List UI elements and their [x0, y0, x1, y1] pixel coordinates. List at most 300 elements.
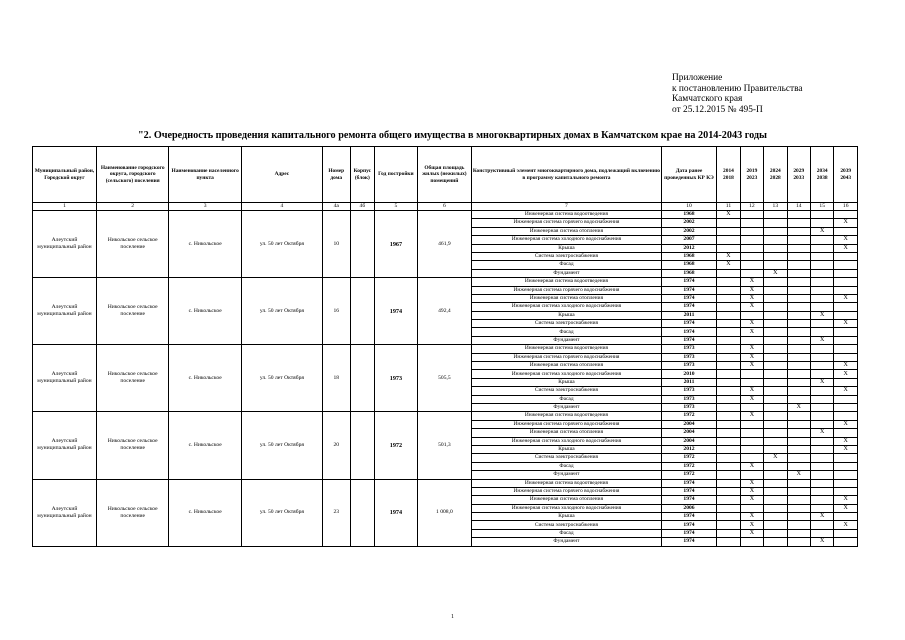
- element-cell: Инженерная система отопления: [472, 294, 662, 302]
- period-mark-cell: [810, 504, 833, 512]
- period-mark-cell: [834, 269, 858, 277]
- period-mark-cell: [717, 303, 740, 311]
- period-mark-cell: [764, 496, 787, 504]
- period-mark-cell: [764, 219, 787, 227]
- period-mark-cell: [810, 454, 833, 462]
- prior-repair-date-cell: 2004: [661, 420, 716, 428]
- element-cell: Крыша: [472, 445, 662, 453]
- element-cell: Фундамент: [472, 269, 662, 277]
- period-mark-cell: [717, 395, 740, 403]
- period-mark-cell: [717, 420, 740, 428]
- col-header: Наименование населенного пункта: [169, 147, 241, 203]
- period-mark-cell: [810, 286, 833, 294]
- period-mark-cell: [740, 261, 763, 269]
- period-mark-cell: [810, 420, 833, 428]
- period-mark-cell: [717, 362, 740, 370]
- prior-repair-date-cell: 1973: [661, 345, 716, 353]
- locality-cell: с. Никольское: [169, 345, 241, 412]
- period-mark-cell: [810, 387, 833, 395]
- prior-repair-date-cell: 1974: [661, 286, 716, 294]
- locality-cell: с. Никольское: [169, 278, 241, 345]
- col-number: 4а: [322, 203, 350, 211]
- period-mark-cell: [740, 420, 763, 428]
- period-mark-cell: [764, 538, 787, 546]
- period-mark-cell: [717, 454, 740, 462]
- period-mark-cell: [764, 362, 787, 370]
- element-cell: Инженерная система холодного водоснабжения: [472, 437, 662, 445]
- period-mark-cell: [810, 395, 833, 403]
- period-mark-cell: [717, 445, 740, 453]
- period-mark-cell: [764, 353, 787, 361]
- prior-repair-date-cell: 1973: [661, 403, 716, 411]
- period-mark-cell: X: [834, 320, 858, 328]
- period-mark-cell: [787, 286, 810, 294]
- district-cell: Алеутский муниципальный район: [33, 479, 97, 546]
- period-mark-cell: [740, 429, 763, 437]
- period-mark-cell: [787, 504, 810, 512]
- area-cell: 505,5: [417, 345, 471, 412]
- address-cell: ул. 50 лет Октября: [241, 479, 322, 546]
- element-cell: Инженерная система отопления: [472, 429, 662, 437]
- period-mark-cell: [834, 311, 858, 319]
- element-cell: Инженерная система горячего водоснабжения: [472, 487, 662, 495]
- period-mark-cell: [740, 471, 763, 479]
- period-mark-cell: [834, 378, 858, 386]
- prior-repair-date-cell: 2004: [661, 437, 716, 445]
- appendix-line: Приложение: [672, 73, 723, 83]
- period-mark-cell: [787, 487, 810, 495]
- period-mark-cell: [740, 403, 763, 411]
- element-cell: Инженерная система водоотведения: [472, 211, 662, 219]
- period-mark-cell: [787, 252, 810, 260]
- district-cell: Алеутский муниципальный район: [33, 278, 97, 345]
- element-cell: Фасад: [472, 328, 662, 336]
- col-header: 2034 2038: [810, 147, 833, 203]
- period-mark-cell: [810, 236, 833, 244]
- element-cell: Фасад: [472, 462, 662, 470]
- house-number-cell: 18: [322, 345, 350, 412]
- period-mark-cell: X: [834, 236, 858, 244]
- period-mark-cell: [787, 462, 810, 470]
- element-cell: Крыша: [472, 378, 662, 386]
- period-mark-cell: [740, 219, 763, 227]
- prior-repair-date-cell: 1974: [661, 538, 716, 546]
- period-mark-cell: [717, 320, 740, 328]
- col-header: Год постройки: [375, 147, 418, 203]
- year-built-cell: 1973: [375, 345, 418, 412]
- prior-repair-date-cell: 1974: [661, 479, 716, 487]
- house-number-cell: 23: [322, 479, 350, 546]
- period-mark-cell: [764, 387, 787, 395]
- house-number-cell: 16: [322, 278, 350, 345]
- period-mark-cell: X: [834, 521, 858, 529]
- period-mark-cell: [740, 437, 763, 445]
- period-mark-cell: [740, 336, 763, 344]
- period-mark-cell: [810, 252, 833, 260]
- period-mark-cell: [834, 471, 858, 479]
- period-mark-cell: [787, 269, 810, 277]
- period-mark-cell: [717, 378, 740, 386]
- period-mark-cell: X: [740, 395, 763, 403]
- period-mark-cell: [764, 513, 787, 521]
- period-mark-cell: [764, 521, 787, 529]
- period-mark-cell: X: [740, 294, 763, 302]
- period-mark-cell: [717, 219, 740, 227]
- element-cell: Инженерная система водоотведения: [472, 479, 662, 487]
- element-cell: Система электроснабжения: [472, 252, 662, 260]
- period-mark-cell: [717, 412, 740, 420]
- period-mark-cell: X: [787, 471, 810, 479]
- prior-repair-date-cell: 2007: [661, 236, 716, 244]
- prior-repair-date-cell: 1974: [661, 521, 716, 529]
- element-cell: Фундамент: [472, 471, 662, 479]
- period-mark-cell: [810, 328, 833, 336]
- period-mark-cell: [787, 353, 810, 361]
- col-number: 14: [787, 203, 810, 211]
- period-mark-cell: [810, 521, 833, 529]
- area-cell: 461,9: [417, 211, 471, 278]
- prior-repair-date-cell: 1974: [661, 278, 716, 286]
- period-mark-cell: X: [740, 487, 763, 495]
- address-cell: ул. 50 лет Октября: [241, 345, 322, 412]
- period-mark-cell: X: [740, 521, 763, 529]
- period-mark-cell: [810, 462, 833, 470]
- period-mark-cell: [787, 244, 810, 252]
- period-mark-cell: [764, 252, 787, 260]
- period-mark-cell: [787, 454, 810, 462]
- period-mark-cell: [717, 328, 740, 336]
- period-mark-cell: [717, 479, 740, 487]
- year-built-cell: 1972: [375, 412, 418, 479]
- col-number: 1: [33, 203, 97, 211]
- col-header: 2019 2023: [740, 147, 763, 203]
- table-row: [33, 211, 858, 219]
- period-mark-cell: [740, 504, 763, 512]
- period-mark-cell: X: [787, 403, 810, 411]
- col-header: 2024 2028: [764, 147, 787, 203]
- year-built-cell: 1967: [375, 211, 418, 278]
- period-mark-cell: [787, 311, 810, 319]
- period-mark-cell: [764, 529, 787, 537]
- prior-repair-date-cell: 1973: [661, 387, 716, 395]
- element-cell: Фасад: [472, 395, 662, 403]
- district-cell: Алеутский муниципальный район: [33, 211, 97, 278]
- period-mark-cell: [717, 336, 740, 344]
- document-title: "2. Очередность проведения капитального ремонта общего имущества в многоквартирных домах в Камчатском крае на 2014-2043 годы: [137, 130, 767, 141]
- table-row: [33, 345, 858, 353]
- period-mark-cell: [764, 311, 787, 319]
- period-mark-cell: [834, 278, 858, 286]
- period-mark-cell: [810, 370, 833, 378]
- period-mark-cell: [717, 462, 740, 470]
- col-number: 16: [834, 203, 858, 211]
- settlement-cell: Никольское сельское поселение: [96, 278, 168, 345]
- prior-repair-date-cell: 2011: [661, 311, 716, 319]
- period-mark-cell: [834, 345, 858, 353]
- element-cell: Система электроснабжения: [472, 521, 662, 529]
- settlement-cell: Никольское сельское поселение: [96, 412, 168, 479]
- period-mark-cell: [834, 479, 858, 487]
- col-header: Общая площадь жилых (нежилых) помещений: [417, 147, 471, 203]
- period-mark-cell: [764, 471, 787, 479]
- period-mark-cell: [834, 286, 858, 294]
- appendix-line: к постановлению Правительства: [672, 83, 803, 94]
- period-mark-cell: [740, 445, 763, 453]
- col-header: Наименование городского округа, городского (сельского) поселения: [96, 147, 168, 203]
- period-mark-cell: [810, 211, 833, 219]
- prior-repair-date-cell: 2010: [661, 370, 716, 378]
- period-mark-cell: [787, 378, 810, 386]
- period-mark-cell: [810, 294, 833, 302]
- col-number: 4: [241, 203, 322, 211]
- element-cell: Система электроснабжения: [472, 387, 662, 395]
- period-mark-cell: [717, 236, 740, 244]
- period-mark-cell: [834, 303, 858, 311]
- period-mark-cell: [717, 387, 740, 395]
- period-mark-cell: [810, 278, 833, 286]
- appendix-block: [672, 73, 902, 115]
- period-mark-cell: X: [834, 445, 858, 453]
- period-mark-cell: X: [834, 420, 858, 428]
- prior-repair-date-cell: 2002: [661, 227, 716, 235]
- period-mark-cell: X: [740, 320, 763, 328]
- prior-repair-date-cell: 1974: [661, 487, 716, 495]
- period-mark-cell: [834, 412, 858, 420]
- period-mark-cell: [834, 454, 858, 462]
- address-cell: ул. 50 лет Октября: [241, 412, 322, 479]
- column-number-row: [33, 203, 858, 211]
- period-mark-cell: X: [810, 311, 833, 319]
- col-number: 2: [96, 203, 168, 211]
- period-mark-cell: X: [764, 454, 787, 462]
- prior-repair-date-cell: 1973: [661, 362, 716, 370]
- period-mark-cell: [787, 521, 810, 529]
- period-mark-cell: X: [834, 294, 858, 302]
- period-mark-cell: [787, 236, 810, 244]
- block-cell: [350, 278, 375, 345]
- period-mark-cell: [764, 227, 787, 235]
- period-mark-cell: [740, 538, 763, 546]
- period-mark-cell: [810, 445, 833, 453]
- period-mark-cell: [764, 445, 787, 453]
- col-header: Муниципальный район, Городской округ: [33, 147, 97, 203]
- period-mark-cell: X: [834, 219, 858, 227]
- period-mark-cell: [810, 496, 833, 504]
- period-mark-cell: [834, 462, 858, 470]
- appendix-line: Камчатского края: [672, 94, 743, 105]
- period-mark-cell: [787, 345, 810, 353]
- period-mark-cell: [764, 437, 787, 445]
- period-mark-cell: [717, 227, 740, 235]
- period-mark-cell: X: [810, 538, 833, 546]
- period-mark-cell: [764, 378, 787, 386]
- prior-repair-date-cell: 1972: [661, 462, 716, 470]
- prior-repair-date-cell: 1974: [661, 320, 716, 328]
- period-mark-cell: X: [810, 378, 833, 386]
- district-cell: Алеутский муниципальный район: [33, 412, 97, 479]
- period-mark-cell: [810, 345, 833, 353]
- period-mark-cell: [834, 403, 858, 411]
- period-mark-cell: [810, 412, 833, 420]
- element-cell: Инженерная система отопления: [472, 362, 662, 370]
- period-mark-cell: [787, 395, 810, 403]
- element-cell: Инженерная система водоотведения: [472, 412, 662, 420]
- locality-cell: с. Никольское: [169, 479, 241, 546]
- period-mark-cell: [834, 429, 858, 437]
- period-mark-cell: [717, 345, 740, 353]
- period-mark-cell: X: [834, 370, 858, 378]
- element-cell: Крыша: [472, 513, 662, 521]
- block-cell: [350, 345, 375, 412]
- period-mark-cell: [764, 395, 787, 403]
- period-mark-cell: [787, 420, 810, 428]
- period-mark-cell: [740, 244, 763, 252]
- period-mark-cell: X: [834, 496, 858, 504]
- element-cell: Фасад: [472, 529, 662, 537]
- period-mark-cell: X: [834, 362, 858, 370]
- prior-repair-date-cell: 2012: [661, 445, 716, 453]
- house-number-cell: 10: [322, 211, 350, 278]
- prior-repair-date-cell: 1972: [661, 454, 716, 462]
- period-mark-cell: [717, 496, 740, 504]
- header-row: [33, 147, 858, 203]
- period-mark-cell: [810, 479, 833, 487]
- period-mark-cell: [834, 227, 858, 235]
- period-mark-cell: [834, 538, 858, 546]
- period-mark-cell: [764, 236, 787, 244]
- period-mark-cell: [810, 269, 833, 277]
- period-mark-cell: [810, 487, 833, 495]
- table-row: [33, 479, 858, 487]
- period-mark-cell: [764, 336, 787, 344]
- element-cell: Инженерная система отопления: [472, 496, 662, 504]
- period-mark-cell: [787, 278, 810, 286]
- col-header: Адрес: [241, 147, 322, 203]
- table-row: [33, 412, 858, 420]
- period-mark-cell: [787, 445, 810, 453]
- period-mark-cell: [764, 420, 787, 428]
- period-mark-cell: [717, 294, 740, 302]
- period-mark-cell: [717, 487, 740, 495]
- period-mark-cell: [717, 311, 740, 319]
- element-cell: Инженерная система холодного водоснабжения: [472, 370, 662, 378]
- period-mark-cell: [787, 211, 810, 219]
- col-header: Дата ранее проведенных КР КЭ: [661, 147, 716, 203]
- col-header: Конструктивный элемент многоквартирного дома, подлежащий включению в программу капитального ремонта: [472, 147, 662, 203]
- prior-repair-date-cell: 2004: [661, 429, 716, 437]
- period-mark-cell: [834, 353, 858, 361]
- period-mark-cell: [764, 504, 787, 512]
- col-header: Корпус (блок): [350, 147, 375, 203]
- element-cell: Инженерная система водоотведения: [472, 345, 662, 353]
- period-mark-cell: [810, 219, 833, 227]
- period-mark-cell: [787, 529, 810, 537]
- period-mark-cell: [717, 538, 740, 546]
- col-number: 7: [472, 203, 662, 211]
- period-mark-cell: [717, 521, 740, 529]
- period-mark-cell: [764, 320, 787, 328]
- period-mark-cell: [834, 328, 858, 336]
- element-cell: Крыша: [472, 244, 662, 252]
- address-cell: ул. 50 лет Октября: [241, 211, 322, 278]
- period-mark-cell: X: [740, 529, 763, 537]
- period-mark-cell: X: [834, 387, 858, 395]
- prior-repair-date-cell: 1974: [661, 513, 716, 521]
- period-mark-cell: [764, 261, 787, 269]
- period-mark-cell: [787, 387, 810, 395]
- period-mark-cell: [787, 370, 810, 378]
- col-header: Номер дома: [322, 147, 350, 203]
- period-mark-cell: [740, 378, 763, 386]
- district-cell: Алеутский муниципальный район: [33, 345, 97, 412]
- element-cell: Фасад: [472, 261, 662, 269]
- period-mark-cell: [787, 437, 810, 445]
- prior-repair-date-cell: 1974: [661, 496, 716, 504]
- period-mark-cell: X: [810, 336, 833, 344]
- prior-repair-date-cell: 1974: [661, 303, 716, 311]
- period-mark-cell: [787, 513, 810, 521]
- period-mark-cell: X: [740, 496, 763, 504]
- element-cell: Фундамент: [472, 538, 662, 546]
- period-mark-cell: [787, 303, 810, 311]
- period-mark-cell: [717, 286, 740, 294]
- period-mark-cell: [764, 294, 787, 302]
- period-mark-cell: [834, 395, 858, 403]
- prior-repair-date-cell: 1974: [661, 529, 716, 537]
- block-cell: [350, 479, 375, 546]
- prior-repair-date-cell: 2006: [661, 504, 716, 512]
- period-mark-cell: [787, 261, 810, 269]
- locality-cell: с. Никольское: [169, 412, 241, 479]
- prior-repair-date-cell: 1972: [661, 412, 716, 420]
- period-mark-cell: [834, 211, 858, 219]
- table-body: [33, 211, 858, 547]
- prior-repair-date-cell: 1968: [661, 269, 716, 277]
- period-mark-cell: X: [740, 353, 763, 361]
- prior-repair-date-cell: 1968: [661, 211, 716, 219]
- block-cell: [350, 412, 375, 479]
- period-mark-cell: [787, 219, 810, 227]
- period-mark-cell: [717, 278, 740, 286]
- period-mark-cell: [810, 320, 833, 328]
- prior-repair-date-cell: 2002: [661, 219, 716, 227]
- prior-repair-date-cell: 1968: [661, 261, 716, 269]
- period-mark-cell: [740, 311, 763, 319]
- col-header: 2014 2018: [717, 147, 740, 203]
- prior-repair-date-cell: 1973: [661, 395, 716, 403]
- col-number: 13: [764, 203, 787, 211]
- period-mark-cell: [717, 269, 740, 277]
- period-mark-cell: [717, 437, 740, 445]
- period-mark-cell: [834, 261, 858, 269]
- period-mark-cell: [717, 353, 740, 361]
- period-mark-cell: X: [834, 504, 858, 512]
- period-mark-cell: [787, 412, 810, 420]
- repair-schedule-table: [32, 146, 858, 547]
- prior-repair-date-cell: 1968: [661, 252, 716, 260]
- element-cell: Фундамент: [472, 336, 662, 344]
- period-mark-cell: [764, 278, 787, 286]
- period-mark-cell: X: [740, 387, 763, 395]
- element-cell: Инженерная система холодного водоснабжения: [472, 303, 662, 311]
- element-cell: Система электроснабжения: [472, 454, 662, 462]
- page-number: 1: [451, 614, 454, 620]
- period-mark-cell: [740, 269, 763, 277]
- period-mark-cell: [787, 429, 810, 437]
- period-mark-cell: [717, 513, 740, 521]
- element-cell: Фундамент: [472, 403, 662, 411]
- period-mark-cell: X: [717, 211, 740, 219]
